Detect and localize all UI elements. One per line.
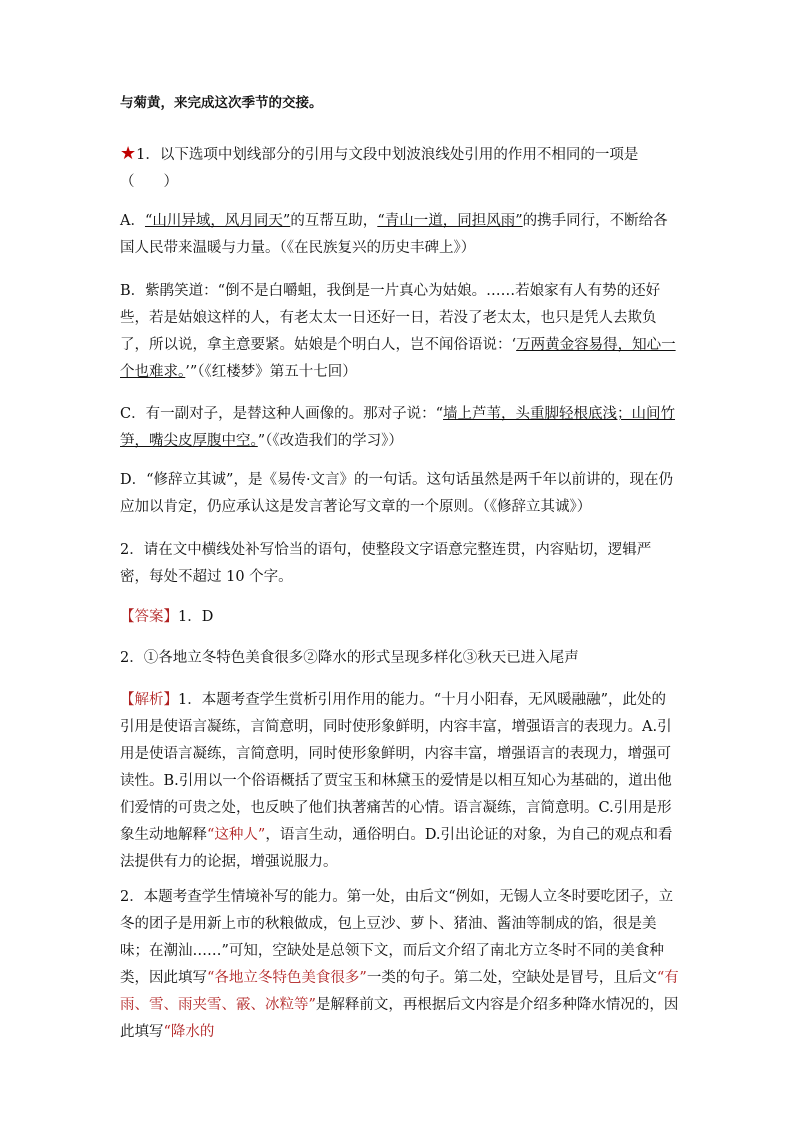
option-c-text: C．有一副对子，是替这种人画像的。那对子说：“ xyxy=(120,406,444,422)
option-c xyxy=(120,401,680,455)
analysis-1-red: “这种人” xyxy=(207,827,266,843)
option-a-mid: 的互帮互助， xyxy=(290,213,378,229)
analysis-1 xyxy=(120,687,680,876)
option-a-tail: 的携手同行，不断给各国人民带来温暖与力量。（《在民族复兴的历史丰碑上》） xyxy=(120,213,668,256)
option-d: D．“修辞立其诚”，是《易传·文言》的一句话。这句话虽然是两千年以前讲的，现在仍应加以肯定，仍应承认这是发言著论写文章的一个原则。（《修辞立其诚》） xyxy=(120,472,674,515)
intro-fragment: 与菊黄，来完成这次季节的交接。 xyxy=(120,95,323,111)
answer-1-text: 1．D xyxy=(178,609,214,625)
analysis-label: 【解析】 xyxy=(120,692,178,708)
question-2: 2．请在文中横线处补写恰当的语句，使整段文字语意完整连贯，内容贴切，逻辑严密，每处不超过 10 个字。 xyxy=(120,542,652,585)
option-b-text: B．紫鹃笑道：“倒不是白嚼蛆，我倒是一片真心为姑娘。……若娘家有人有势的还好些，若是姑娘这样的人，有老太太一日还好一日，若没了老太太，也只是凭人去欺负了，所以说，拿主意要紧。姑娘是个明白人，岂不闻俗语说：‘ xyxy=(120,283,661,353)
option-c-tail: ”（《改造我们的学习》） xyxy=(257,433,403,449)
question-1-text: 1．以下选项中划线部分的引用与文段中划波浪线处引用的作用不相同的一项是 xyxy=(136,147,639,163)
star-icon: ★ xyxy=(120,143,137,164)
analysis-2-red-1: “各地立冬特色美食很多” xyxy=(207,970,367,986)
analysis-2-red-2: “有雨、雪、雨夹雪、霰、冰粒等” xyxy=(120,970,679,1013)
option-a-quote-1: “山川异域，风月同天” xyxy=(144,213,291,229)
option-a-prefix: A． xyxy=(120,213,145,229)
option-b-quote: 万两黄金容易得，知心一个也难求。 xyxy=(120,337,676,380)
analysis-2-red-3: “降水的 xyxy=(163,1024,215,1040)
option-c-quote: 墙上芦苇，头重脚轻根底浅；山间竹笋，嘴尖皮厚腹中空。 xyxy=(120,406,676,449)
answer-2: 2．①各地立冬特色美食很多②降水的形式呈现多样化③秋天已进入尾声 xyxy=(120,650,579,666)
analysis-2 xyxy=(120,884,680,1046)
answer-1 xyxy=(120,604,680,631)
question-1 xyxy=(120,140,680,196)
option-b xyxy=(120,278,680,386)
option-b-tail: ’”（《红楼梦》第五十七回） xyxy=(185,364,357,380)
analysis-1-text: 1．本题考查学生赏析引用作用的能力。“十月小阳春，无风暖融融”，此处的引用是使语言凝练，言简意明，同时使形象鲜明，内容丰富，增强语言的表现力。A.引用是使语言凝练，言简意明，同时使形象鲜明，内容丰富，增强语言的表现力，增强可读性。B.引用以一个俗语概括了贾宝玉和林黛玉的爱情是以相互知心为基础的，道出他们爱情的可贵之处，也反映了他们执著痛苦的心情。语言凝练，言简意明。C.引用是形象生动地解释 xyxy=(120,692,672,843)
analysis-2-text-a: 2．本题考查学生情境补写的能力。第一处，由后文“例如，无锡人立冬时要吃团子，立冬的团子是用新上市的秋粮做成，包上豆沙、萝卜、猪油、酱油等制成的馅，很是美味；在潮汕……”可知，空缺处是总领下文，而后文介绍了南北方立冬时不同的美食种类，因此填写 xyxy=(120,889,674,986)
analysis-2-text-c: 是解释前文，再根据后文内容是介绍多种降水情况的，因此填写 xyxy=(120,997,679,1040)
option-a-quote-2: “青山一道，同担风雨” xyxy=(377,213,523,229)
question-1-blank: （ ） xyxy=(120,174,178,190)
analysis-1-tail: ，语言生动，通俗明白。D.引出论证的对象，为自己的观点和看法提供有力的论据，增强说服力。 xyxy=(120,827,673,870)
analysis-2-text-b: 一类的句子。第二处，空缺处是冒号，且后文 xyxy=(366,970,657,986)
answer-label: 【答案】 xyxy=(120,609,178,625)
option-a xyxy=(120,208,680,262)
